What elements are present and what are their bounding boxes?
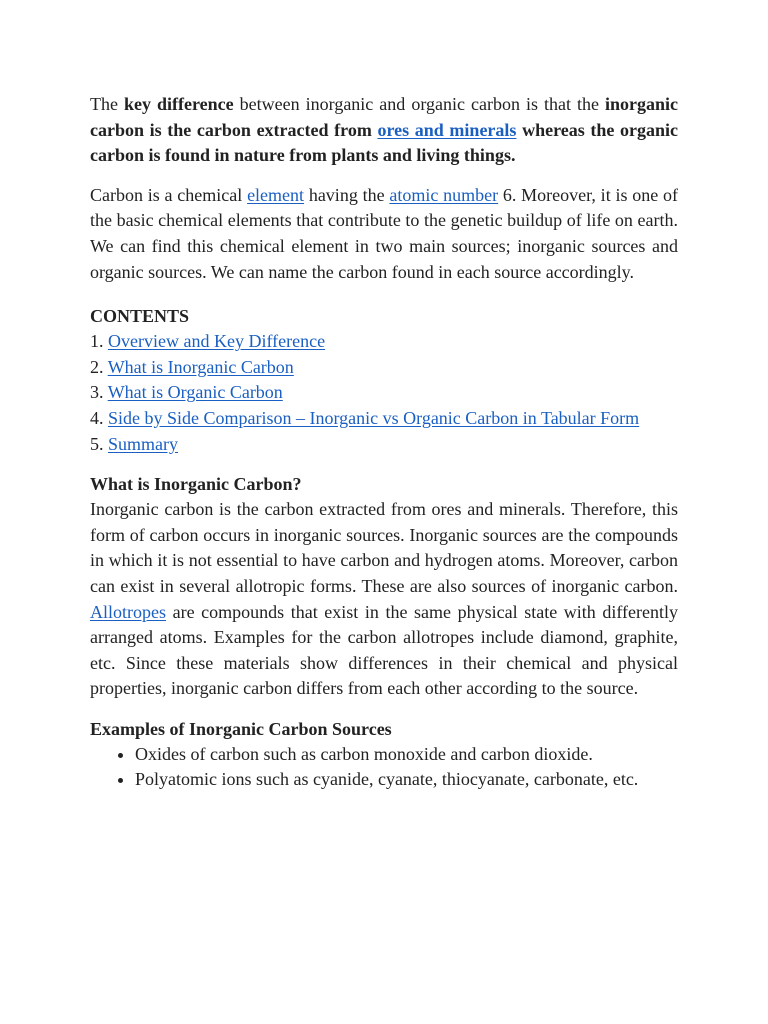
examples-list — [90, 742, 678, 793]
section-heading-examples: Examples of Inorganic Carbon Sources — [90, 718, 392, 739]
ores-and-minerals-link[interactable]: ores and minerals — [377, 119, 517, 140]
toc-item-summary: 5. Summary — [90, 433, 178, 454]
intro-paragraph: The key difference between inorganic and organic carbon is that the inorganic carbon is the carbon extracted from ores and minerals whereas the organic carbon is found in nature from plants and living things. — [90, 94, 679, 166]
toc-item-overview: 1. Overview and Key Difference — [90, 331, 326, 352]
toc-link-summary[interactable]: Summary — [108, 433, 178, 454]
article-body — [90, 92, 678, 793]
contents-title: CONTENTS — [90, 306, 190, 327]
atomic-number-link[interactable]: atomic number — [389, 184, 499, 205]
toc-link-organic[interactable]: What is Organic Carbon — [107, 382, 283, 403]
inorganic-carbon-paragraph: Inorganic carbon is the carbon extracted from ores and minerals. Therefore, this form of carbon occurs in inorganic sources. Inorganic sources are the compounds in which it is not essential to have carbon and hydrogen atoms. Moreover, carbon can exist in several allotropic forms. These are also sources of inorganic carbon. Allotropes are compounds that exist in the same physical state with differently arranged atoms. Examples for the carbon allotropes include diamond, graphite, etc. Since these materials show differences in their chemical and physical properties, inorganic carbon differs from each other according to the source. — [90, 499, 678, 699]
toc-link-inorganic[interactable]: What is Inorganic Carbon — [107, 356, 294, 377]
allotropes-link[interactable]: Allotropes — [90, 601, 166, 622]
carbon-definition-paragraph: Carbon is a chemical element having the atomic number 6. Moreover, it is one of the basic chemical elements that contribute to the genetic buildup of life on earth. We can find this chemical element in two main sources; inorganic sources and organic sources. We can name the carbon found in each source accordingly. — [90, 184, 679, 282]
toc-link-overview[interactable]: Overview and Key Difference — [108, 331, 326, 352]
toc-link-comparison[interactable]: Side by Side Comparison – Inorganic vs Organic Carbon in Tabular Form — [108, 407, 640, 428]
element-link[interactable]: element — [247, 184, 305, 205]
toc-item-comparison: 4. Side by Side Comparison – Inorganic vs Organic Carbon in Tabular Form — [90, 407, 640, 428]
toc-item-inorganic: 2. What is Inorganic Carbon — [90, 356, 294, 377]
table-of-contents — [90, 329, 678, 457]
list-item: • Polyatomic ions such as cyanide, cyanate, thiocyanate, carbonate, etc. — [135, 767, 678, 793]
toc-item-organic: 3. What is Organic Carbon — [90, 382, 283, 403]
key-difference-label: key difference — [124, 94, 234, 114]
section-heading-inorganic-carbon: What is Inorganic Carbon? — [90, 474, 302, 495]
list-item: • Oxides of carbon such as carbon monoxide and carbon dioxide. — [135, 742, 678, 768]
